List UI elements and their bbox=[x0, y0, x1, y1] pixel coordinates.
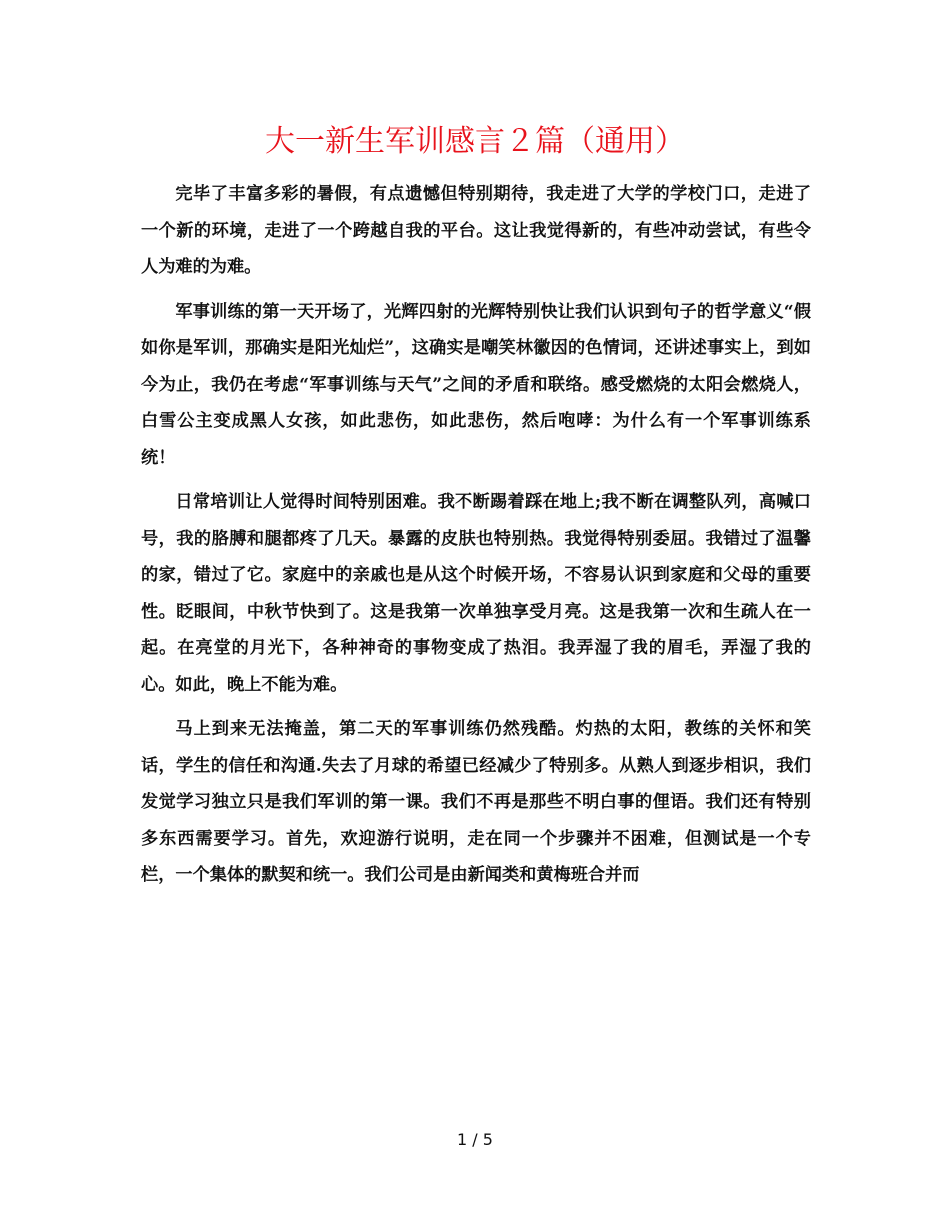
paragraph-3: 日常培训让人觉得时间特别困难。我不断踢着踩在地上;我不断在调整队列，高喊口号，我的胳膊和腿都疼了几天。暴露的皮肤也特别热。我觉得特别委屈。我错过了温馨的家，错过了它。家庭中的亲戚也是从这个时候开场，不容易认识到家庭和父母的重要性。眨眼间，中秋节快到了。这是我第一次单独享受月亮。这是我第一次和生疏人在一起。在亮堂的月光下，各种神奇的事物变成了热泪。我弄湿了我的眉毛，弄湿了我的心。如此，晚上不能为难。 bbox=[141, 492, 811, 695]
document-body bbox=[141, 176, 811, 902]
paragraph-4: 马上到来无法掩盖，第二天的军事训练仍然残酷。灼热的太阳，教练的关怀和笑话，学生的信任和沟通.失去了月球的希望已经减少了特别多。从熟人到逐步相识，我们发觉学习独立只是我们军训的第一课。我们不再是那些不明白事的俚语。我们还有特别多东西需要学习。首先，欢迎游行说明，走在同一个步骤并不困难，但测试是一个专栏，一个集体的默契和统一。我们公司是由新闻类和黄梅班合并而 bbox=[141, 719, 811, 885]
paragraph-1: 完毕了丰富多彩的暑假，有点遗憾但特别期待，我走进了大学的学校门口，走进了一个新的环境，走进了一个跨越自我的平台。这让我觉得新的，有些冲动尝试，有些令人为难的为难。 bbox=[141, 184, 811, 277]
page-number: 1 / 5 bbox=[457, 1130, 493, 1149]
document-title: 大一新生军训感言２篇（通用） bbox=[265, 124, 685, 159]
paragraph-2: 军事训练的第一天开场了，光辉四射的光辉特别快让我们认识到句子的哲学意义“假如你是军训，那确实是阳光灿烂”，这确实是嘲笑林徽因的色情词，还讲述事实上，到如今为止，我仍在考虑“军事训练与天气”之间的矛盾和联络。感受燃烧的太阳会燃烧人，白雪公主变成黑人女孩，如此悲伤，如此悲伤，然后咆哮：为什么有一个军事训练系统！ bbox=[141, 301, 811, 468]
